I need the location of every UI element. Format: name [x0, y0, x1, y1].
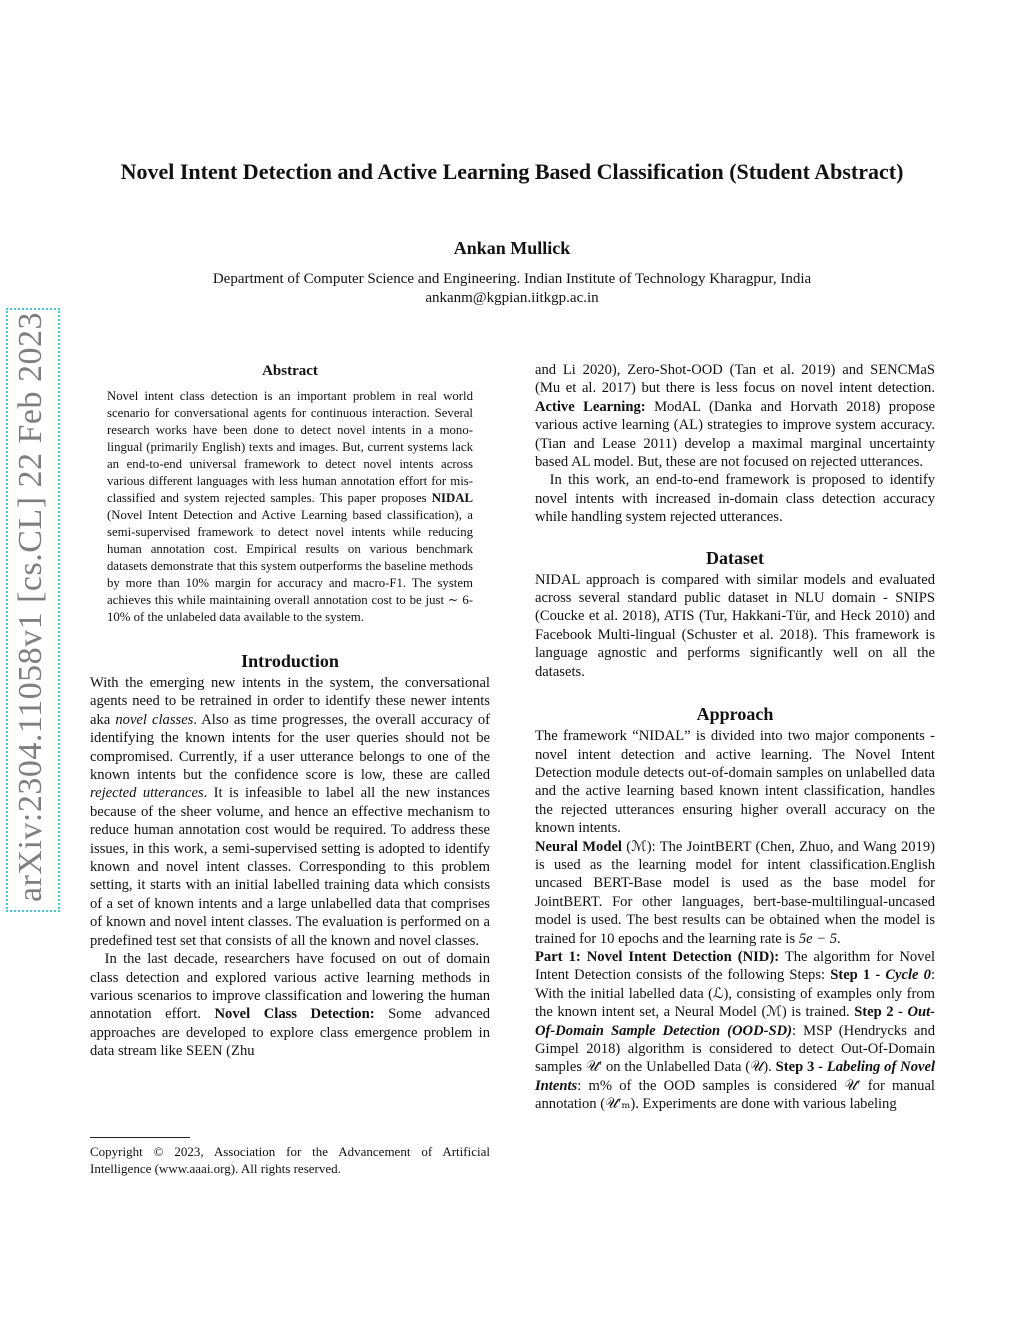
right-column [535, 361, 935, 1114]
author-email: ankanm@kgpian.iitkgp.ac.in [425, 290, 599, 306]
contribution-paragraph: In this work, an end-to-end framework is proposed to identify novel intents with increased in-domain class detection accuracy while handling system rejected utterances. [535, 472, 935, 526]
arxiv-identifier-stamp[interactable]: arXiv:2304.11058v1 [cs.CL] 22 Feb 2023 [8, 310, 58, 910]
copyright-text: Copyright © 2023, Association for the Advancement of Artificial Intelligence (www.aaai.org). All rights reserved. [90, 1144, 490, 1176]
author-name: Ankan Mullick [453, 238, 571, 258]
nidal-name: NIDAL [431, 491, 473, 505]
paper-title: Novel Intent Detection and Active Learning Based Classification (Student Abstract) [120, 159, 904, 184]
part1-paragraph: Part 1: Novel Intent Detection (NID): The algorithm for Novel Intent Detection consists of the following Steps: Step 1 - Cycle 0: With the initial labelled data (ℒ), consisting of examples only from the known intent set, a Neural Model (ℳ) is trained. Step 2 - Out-Of-Domain Sample Detection (OOD-SD): MSP (Hendrycks and Gimpel 2018) algorithm is considered to detect Out-Of-Domain samples 𝒰′ on the Unlabelled Data (𝒰). Step 3 - Labeling of Novel Intents: m% of the OOD samples is considered 𝒰′ for manual annotation (𝒰′ₘ). Experiments are done with various labeling [535, 948, 936, 1113]
footnote-rule [90, 1137, 190, 1138]
approach-heading: Approach [696, 704, 774, 725]
author-affiliation-block [150, 270, 874, 308]
introduction-heading: Introduction [241, 651, 339, 671]
related-work-paragraph: and Li 2020), Zero-Shot-OOD (Tan et al. 2019) and SENCMaS (Mu et al. 2017) but there is less focus on novel intent detection. Active Learning: ModAL (Danka and Horvath 2018) propose various active learning (AL) strategies to improve system accuracy. (Tian and Lease 2011) develop a maximal marginal uncertainty based AL model. But, these are not focused on rejected utterances. [535, 362, 935, 471]
dataset-heading: Dataset [706, 547, 764, 568]
left-column [90, 360, 490, 1061]
dataset-paragraph: NIDAL approach is compared with similar models and evaluated across several standard public dataset in NLU domain - SNIPS (Coucke et al. 2018), ATIS (Tur, Hakkani-Tür, and Heck 2010) and Facebook Multi-lingual (Schuster et al. 2018). This framework is language agnostic and performs significantly well on all the datasets. [535, 571, 935, 680]
abstract-text: Novel intent class detection is an important problem in real world scenario for conversational agents for continuous interaction. Several research works have been done to detect novel intents in a mono-lingual (primarily English) texts and images. But, current systems lack an end-to-end universal framework to detect novel intents across various different languages with less human annotation effort for mis-classified and system rejected samples. This paper proposes NIDAL (Novel Intent Detection and Active Learning based classification), a semi-supervised framework to detect novel intents while reducing human annotation cost. Empirical results on various benchmark datasets demonstrate that this system outperforms the baseline methods by more than 10% margin for accuracy and macro-F1. The system achieves this while maintaining overall annotation cost to be just ∼ 6-10% of the unlabeled data available to the system. [107, 389, 473, 624]
approach-paragraph: The framework “NIDAL” is divided into two major components - novel intent detection and active learning. The Novel Intent Detection module detects out-of-domain samples on unlabelled data and the active learning based known intent classification, handles the rejected utterances ensuring higher overall accuracy on the known intents. [535, 728, 935, 837]
copyright-footnote [90, 1137, 490, 1177]
abstract-heading: Abstract [262, 363, 318, 379]
intro-paragraph-1: With the emerging new intents in the system, the conversational agents need to be retrained in order to identify these newer intents aka novel classes. Also as time progresses, the overall accuracy of identifying the known intents for the user queries should not be compromised. Currently, if a user utterance belongs to one of the known intents but the confidence score is low, these are called rejected utterances. It is infeasible to label all the new instances because of the sheer volume, and hence an effective mechanism to reduce human annotation cost would be required. To address these issues, in this work, a semi-supervised setting is adopted to identify known and novel intent classes. Corresponding to this problem setting, it starts with an initial labelled training data which consists of a set of known intents and a large unlabelled data that comprises of known and novel intent classes. The evaluation is performed on a predefined test set that consists of all the known and novel classes. [90, 675, 490, 949]
affiliation: Department of Computer Science and Engineering. Indian Institute of Technology Kharagpur, India [212, 271, 812, 287]
intro-paragraph-2: In the last decade, researchers have focused on out of domain class detection and explored various active learning methods in various scenarios to improve classification and lowering the human annotation effort. Novel Class Detection: Some advanced approaches are developed to explore class emergence problem in data stream like SEEN (Zhu [90, 951, 491, 1060]
neural-model-paragraph: Neural Model (ℳ): The JointBERT (Chen, Zhuo, and Wang 2019) is used as the learning model for intent classification.English uncased BERT-Base model is used as the base model for JointBERT. For other languages, bert-base-multilingual-uncased model is used. The best results can be obtained when the model is trained for 10 epochs and the learning rate is 5e − 5. [535, 838, 935, 947]
